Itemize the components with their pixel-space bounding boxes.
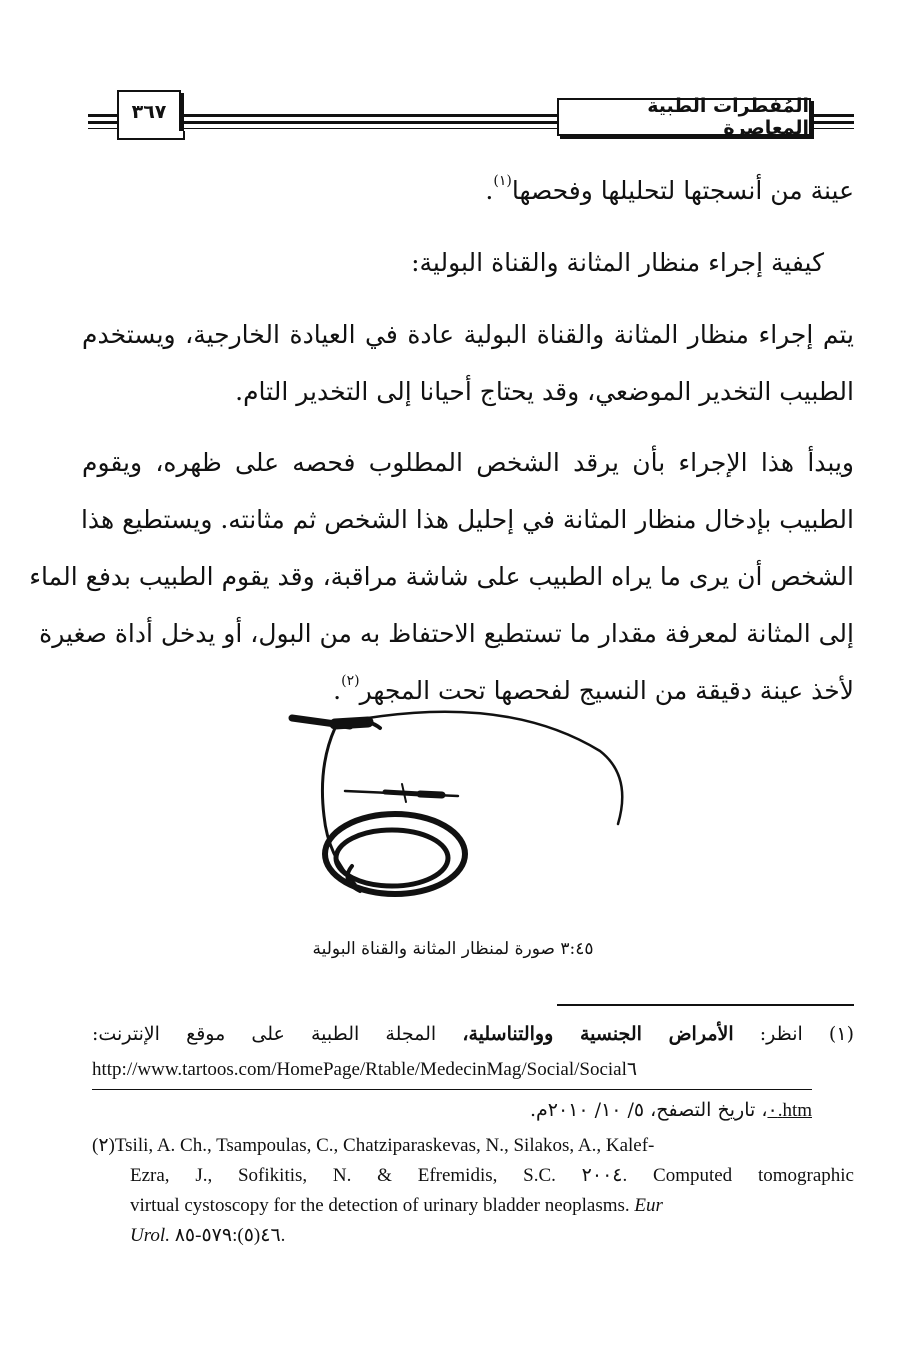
period: . — [485, 176, 494, 205]
page-number-base — [117, 131, 185, 140]
footnote-2-journal-b: Urol. — [130, 1225, 170, 1246]
probe-tip — [420, 794, 442, 795]
footnote-1-title: الأمراض الجنسية ووالتناسلية، — [462, 1023, 734, 1045]
footnote-2-line-4 — [130, 1222, 854, 1250]
footnote-2-line-1 — [92, 1132, 854, 1160]
paragraph-2-line-1: ويبدأ هذا الإجراء بأن يرقد الشخص المطلوب فحصه على ظهره، ويقوم — [82, 448, 854, 477]
footnote-2-line-2: Ezra, J., Sofikitis, N. & Efremidis, S.C. ٢٠٠٤. Computed tomographic — [130, 1165, 854, 1186]
footnote-2-number: (٢) — [92, 1135, 115, 1156]
footnote-1-htm: htm.٠ — [767, 1100, 812, 1121]
continuation-text: عينة من أنسجتها لتحليلها وفحصها — [511, 176, 854, 205]
paragraph-2-line-5-text: لأخذ عينة دقيقة من النسيج لفحصها تحت المجهر — [359, 676, 854, 705]
section-heading: كيفية إجراء منظار المثانة والقناة البولية: — [411, 248, 824, 277]
footnote-2-title: virtual cystoscopy for the detection of urinary bladder neoplasms. — [130, 1195, 630, 1216]
figure-caption: ٣:٤٥ صورة لمنظار المثانة والقناة البولية — [312, 939, 594, 959]
page-number: ٣٦٧ — [117, 90, 181, 134]
cystoscope-illustration — [280, 706, 640, 906]
running-title: المُفطرات الطبية المعاصرة — [557, 98, 811, 136]
paragraph-2-line-3: الشخص أن يرى ما يراه الطبيب على شاشة مراقبة، وقد يقوم الطبيب بدفع الماء — [29, 562, 854, 591]
footnote-1-prefix: انظر: — [759, 1023, 803, 1045]
url-underline — [92, 1089, 812, 1090]
footnote-1-line-3 — [300, 1096, 812, 1125]
footnote-2-line-3 — [130, 1192, 854, 1220]
footnote-1-url-text[interactable]: http://www.tartoos.com/HomePage/Rtable/MedecinMag/Social/Social٦ — [92, 1059, 638, 1080]
light-cable — [368, 712, 622, 824]
continuation-line — [82, 174, 854, 208]
footnote-2-authors: Tsili, A. Ch., Tsampoulas, C., Chatziparaskevas, N., Silakos, A., Kalef- — [114, 1135, 655, 1156]
paragraph-2-line-2: الطبيب بإدخال منظار المثانة في إحليل هذا الشخص ثم مثانته. ويستطيع هذا — [80, 505, 854, 534]
footnote-2-volume: ٤٦(٥):٥٧٩-٨٥. — [169, 1225, 286, 1246]
footnote-ref-2[interactable]: (٢) — [341, 673, 360, 689]
paragraph-2-line-4: إلى المثانة لمعرفة مقدار ما تستطيع الاحتفاظ به من البول، أو يدخل أداة صغيرة — [39, 619, 854, 648]
cystoscope-drawing — [292, 712, 622, 894]
footnote-2-journal-a: Eur — [634, 1195, 663, 1216]
paragraph-2-line-5 — [82, 674, 854, 708]
footnote-ref-1[interactable]: (١) — [493, 173, 512, 189]
period: . — [333, 676, 342, 705]
cable-coil-outer — [325, 814, 465, 894]
footnote-1-date: ، تاريخ التصفح، ٥/ ١٠/ ٢٠١٠م. — [529, 1099, 768, 1121]
footnote-1-url[interactable] — [92, 1056, 832, 1084]
footnote-1-line-1 — [92, 1020, 854, 1048]
paragraph-1-line-1: يتم إجراء منظار المثانة والقناة البولية عادة في العيادة الخارجية، ويستخدم — [82, 320, 854, 349]
probe-grip — [385, 792, 420, 794]
scope-handle — [335, 722, 368, 724]
cable-coil-inner — [336, 830, 448, 886]
footnote-1-source: المجلة الطبية على موقع الإنترنت: — [92, 1023, 437, 1045]
footnote-1-number: (١) — [828, 1023, 854, 1045]
footnote-separator — [557, 1004, 854, 1006]
paragraph-1-line-2: الطبيب التخدير الموضعي، وقد يحتاج أحيانا إلى التخدير التام. — [235, 377, 854, 406]
